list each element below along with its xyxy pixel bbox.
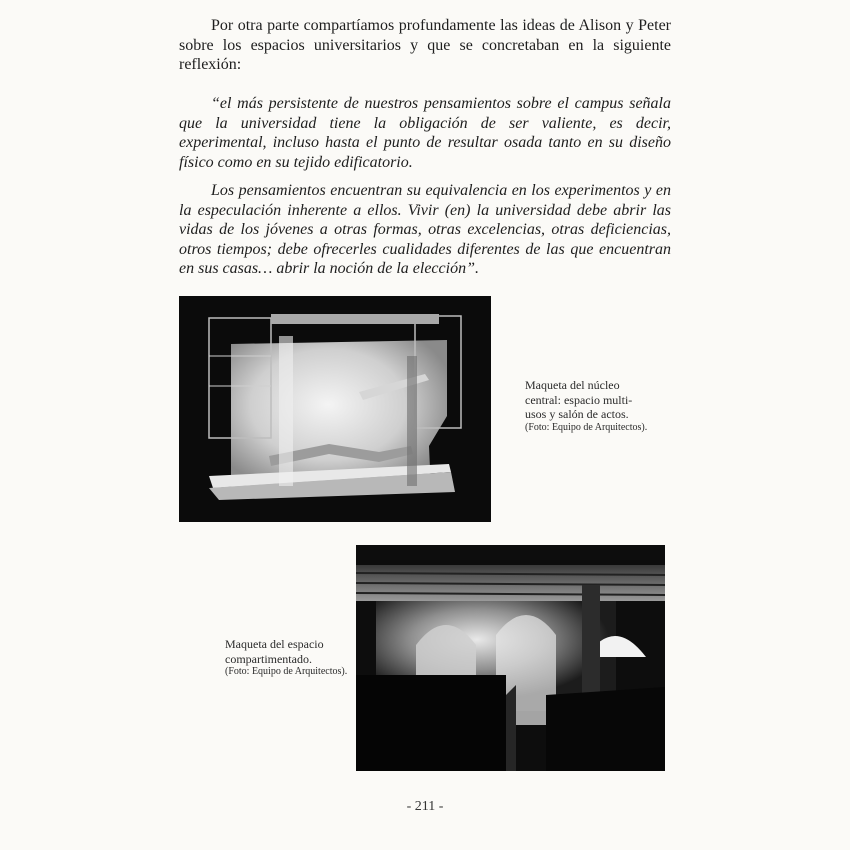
model-photo-central-core xyxy=(179,296,491,522)
quote-paragraph-2: Los pensamientos encuentran su equivalencia en los experimentos y en la especulación inherente a ellos. Vivir (en) la universidad debe abrir las vidas de los jóvenes a otras formas, otras excelencias, otras deficiencias, otros tiempos; debe ofrecerles cualidades diferentes de las que encuentran en sus casas… abrir la noción de la elección”. xyxy=(179,182,671,277)
figure-caption-2-text: Maqueta del espacio compartimentado. xyxy=(225,637,324,666)
figure-caption-2 xyxy=(225,637,350,678)
model-photo-central-core-image xyxy=(179,296,491,522)
paragraph-intro: Por otra parte compartíamos profundamente las ideas de Alison y Peter sobre los espacios universitarios y que se concretaban en la siguiente reflexión: xyxy=(179,17,671,73)
figure-caption-1 xyxy=(525,378,650,434)
model-photo-compartmented-space-image xyxy=(356,545,665,771)
model-photo-compartmented-space xyxy=(356,545,665,771)
figure-credit-2: (Foto: Equipo de Arquitectos). xyxy=(225,666,348,677)
figure-credit-1: (Foto: Equipo de Arquitectos). xyxy=(525,421,648,433)
page-number: - 211 - xyxy=(406,799,444,814)
quote-paragraph-1: “el más persistente de nuestros pensamientos sobre el campus señala que la universidad tiene la obligación de ser valiente, es decir, experimental, incluso hasta el punto de resultar osada tanto en su diseño físico como en su tejido edificatorio. xyxy=(179,95,671,171)
figure-caption-1-text: Maqueta del núcleo central: espacio multi-usos y salón de actos. xyxy=(525,378,633,421)
